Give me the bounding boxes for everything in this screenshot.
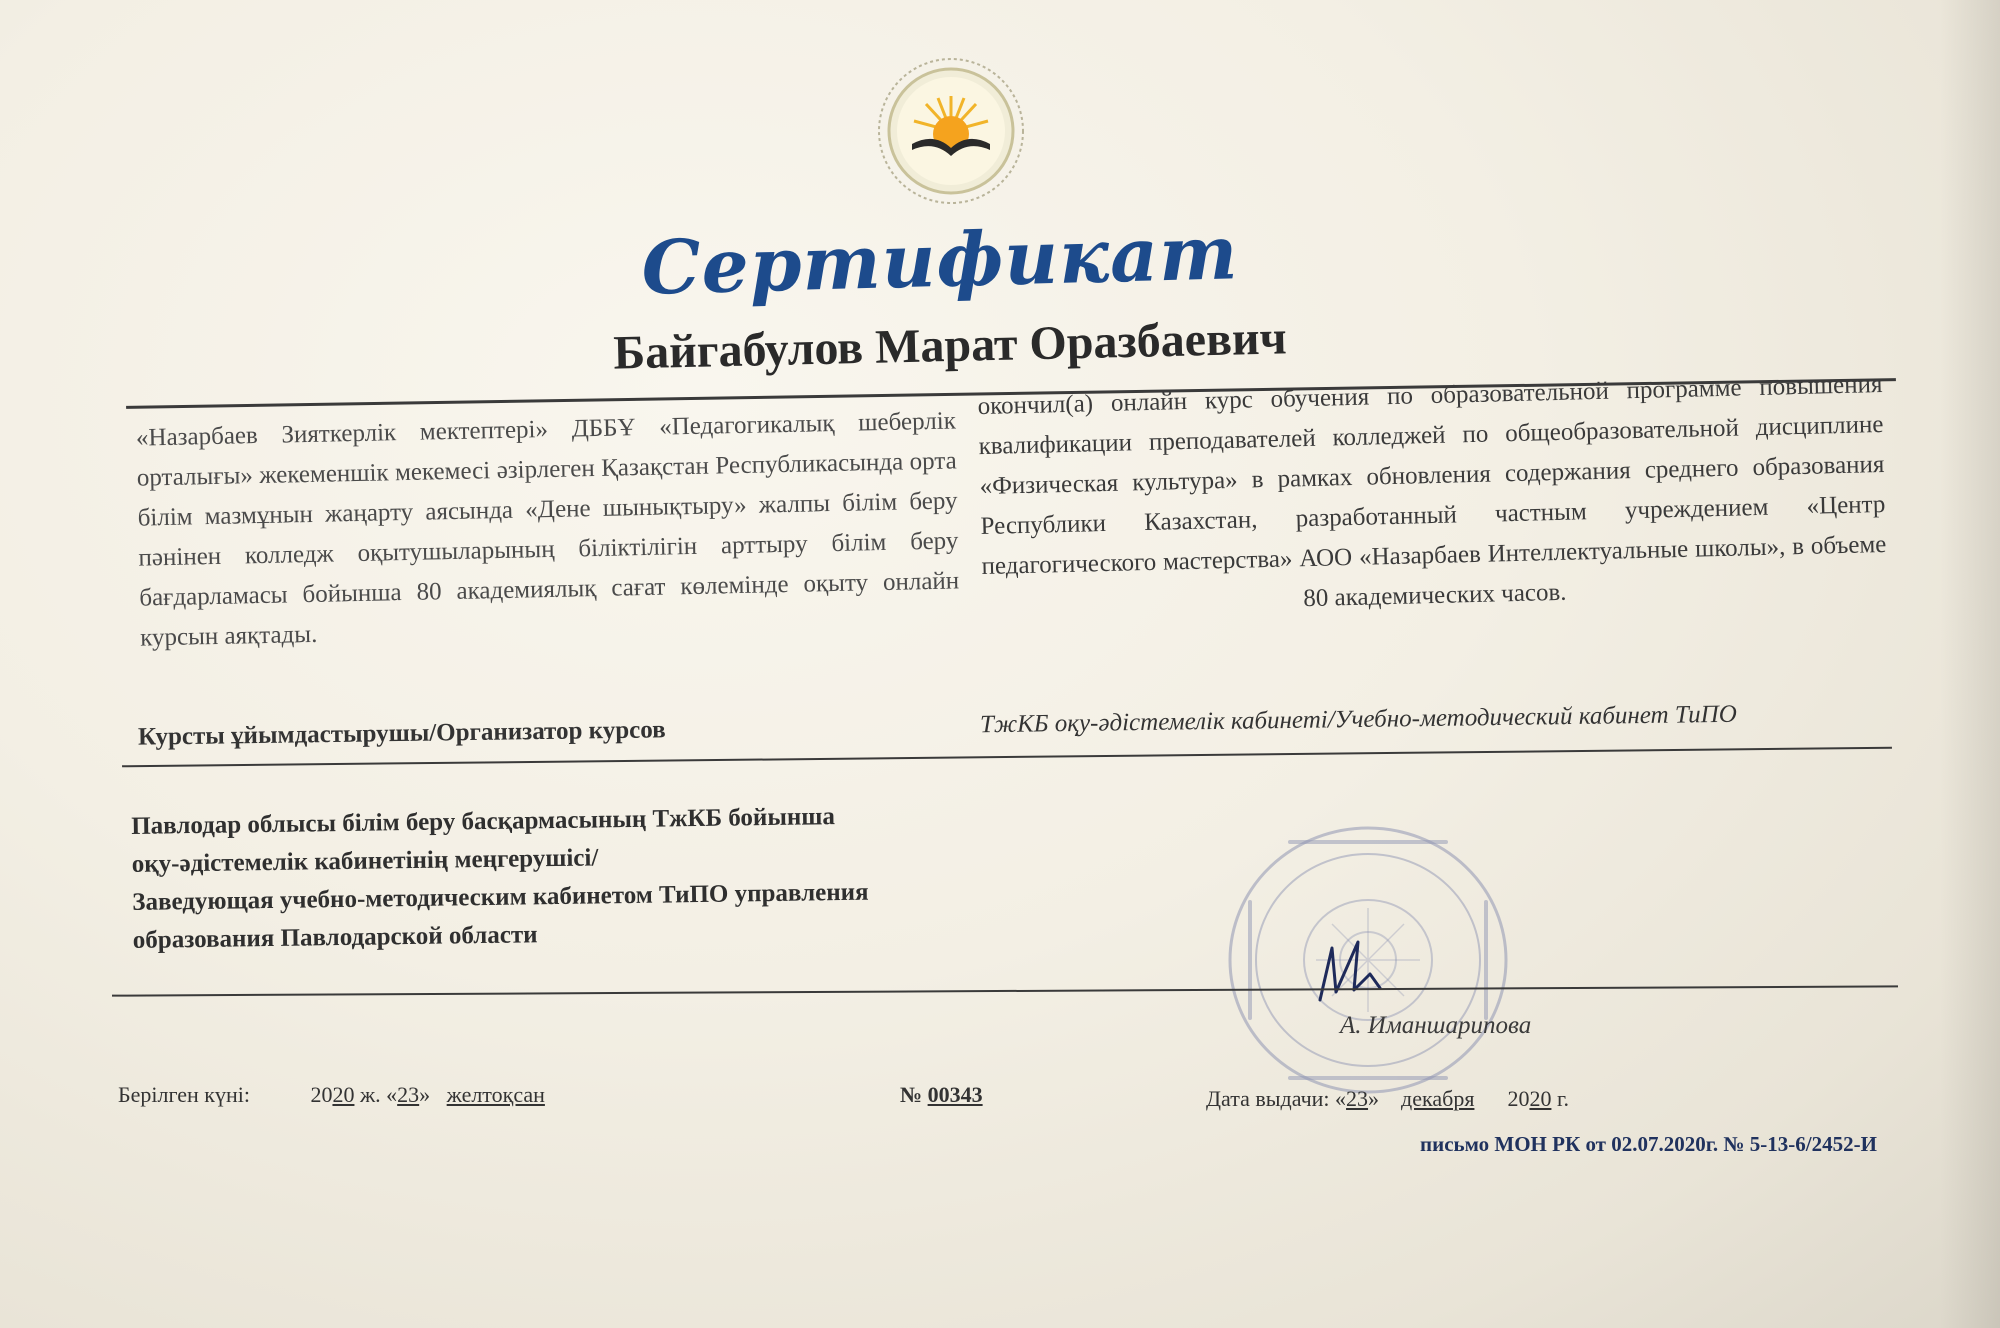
issue-year-word-kz: ж. xyxy=(359,1082,381,1107)
divider-middle xyxy=(122,747,1892,768)
issue-day-ru: 23 xyxy=(1346,1086,1369,1111)
number-value: 00343 xyxy=(927,1082,983,1107)
emblem-logo xyxy=(876,56,1026,206)
certificate-number xyxy=(900,1082,983,1108)
number-sign: № xyxy=(900,1082,923,1107)
holder-name: Байгабулов Марат Оразбаевич xyxy=(612,311,1288,380)
issue-year-prefix-kz: 20 xyxy=(310,1082,333,1107)
organizer-name: ТжКБ оқу-әдістемелік кабинеті/Учебно-методический кабинет ТиПО xyxy=(979,700,1737,739)
issue-year-suffix-kz: 20 xyxy=(332,1082,355,1107)
issue-date-ru-label: Дата выдачи: xyxy=(1206,1086,1330,1111)
issue-date-russian: Дата выдачи: «23» декабря 2020 г. xyxy=(1206,1086,1569,1111)
issue-year-word-ru: г. xyxy=(1556,1086,1569,1111)
signer-position-line: Павлодар облысы білім беру басқармасының ТжКБ бойынша xyxy=(131,803,836,840)
signer-position-line: образования Павлодарской области xyxy=(132,921,538,954)
issue-date-kazakh: Берілген күні: 2020 ж. «23» желтоқсан xyxy=(118,1082,545,1107)
organizer-label: Курсты ұйымдастырушы/Организатор курсов xyxy=(137,716,666,751)
ministry-letter-reference: письмо МОН РК от 02.07.2020г. № 5-13-6/2452-И xyxy=(1420,1132,1877,1156)
text-russian: окончил(а) онлайн курс обучения по образовательной программе повышения квалификации преподавателей колледжей по общеобразовательной дисциплине «Физическая культура» в рамках обновления содержания среднего образования Республики Казахстан, разработанный частным учреждением «Центр педагогического мастерства» АОО «Назарбаев Интеллектуальные школы», в объеме 80 академических часов. xyxy=(977,370,1887,613)
issue-month-ru: декабря xyxy=(1401,1086,1475,1111)
signer-position-line: оқу-әдістемелік кабинетінің меңгерушісі/ xyxy=(131,844,599,878)
issue-day-kz: 23 xyxy=(397,1082,420,1107)
signer-position xyxy=(131,796,983,960)
signer-position-line: Заведующая учебно-методическим кабинетом ТиПО управления xyxy=(132,878,869,916)
certificate-title: Сертификат xyxy=(640,210,1240,312)
handwritten-signature xyxy=(1310,930,1400,1010)
divider-bottom xyxy=(112,985,1898,996)
issue-year-prefix-ru: 20 xyxy=(1507,1086,1530,1111)
signer-name: А. Иманшарипова xyxy=(1340,1012,1532,1039)
issue-year-suffix-ru: 20 xyxy=(1529,1086,1552,1111)
text-kazakh: «Назарбаев Зияткерлік мектептері» ДББҰ «Педагогикалық шеберлік орталығы» жекеменшік мекемесі әзірлеген Қазақстан Республикасында орта білім мазмұнын жаңарту аясында «Дене шынықтыру» жалпы білім беру пәнінен колледж оқытушыларының біліктілігін арттыру білім беру бағдарламасы бойынша 80 академиялық сағат көлемінде оқыту онлайн курсын аяқтады. xyxy=(135,407,960,652)
page-edge-shadow xyxy=(1940,0,2000,1328)
issue-date-kz-label: Берілген күні: xyxy=(118,1082,250,1107)
issue-month-kz: желтоқсан xyxy=(446,1082,545,1107)
